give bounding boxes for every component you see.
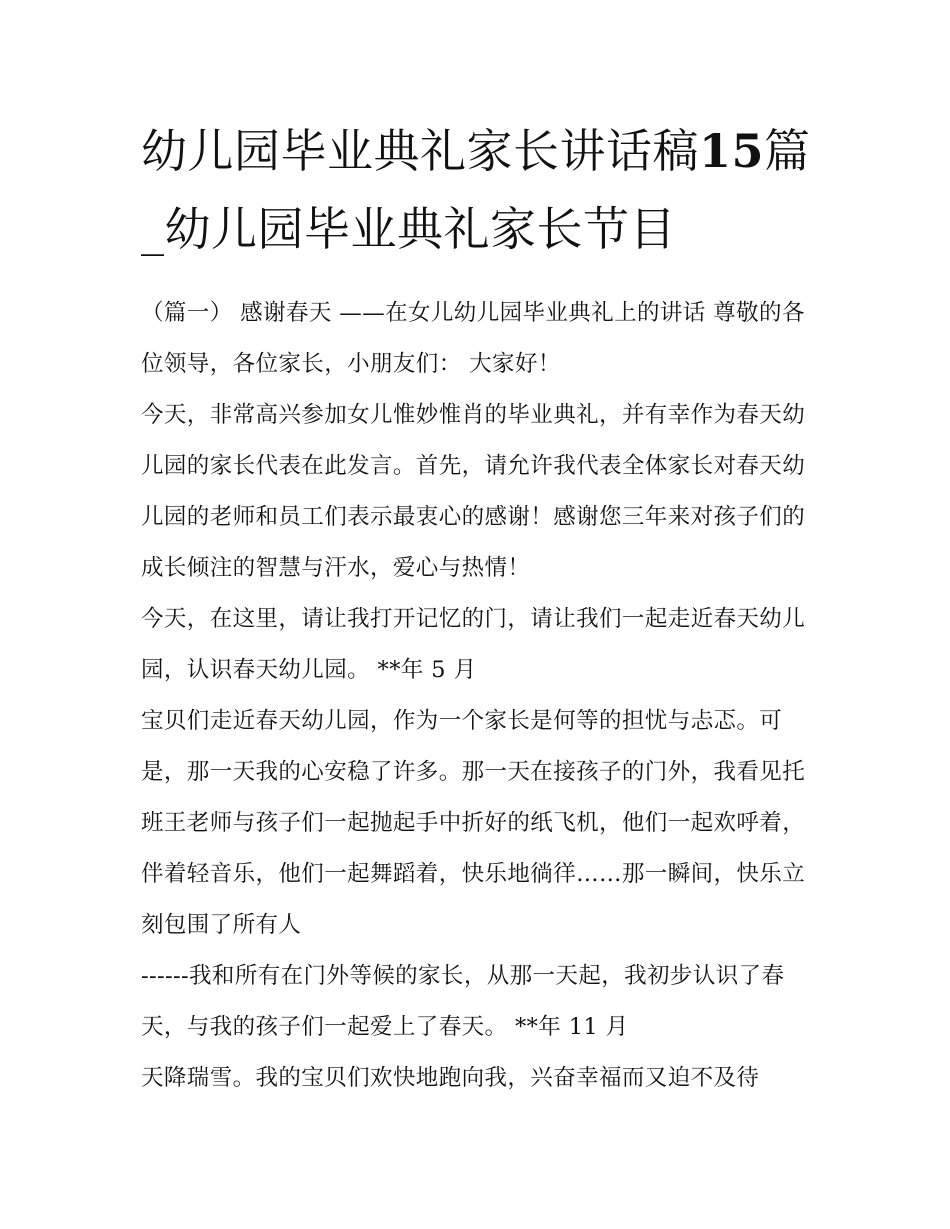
title-number: 15	[699, 124, 765, 178]
paragraph-5: ------我和所有在门外等候的家长，从那一天起，我初步认识了春天，与我的孩子们一起爱上了春天。 **年 11 月	[141, 963, 785, 1040]
paragraph-4: 宝贝们走近春天幼儿园，作为一个家长是何等的担忧与忐忑。可是，那一天我的心安稳了许多。那一天在接孩子的门外，我看见托班王老师与孩子们一起抛起手中折好的纸飞机，他们一起欢呼着，伴着轻音乐，他们一起舞蹈着，快乐地徜徉……那一瞬间，快乐立刻包围了所有人	[141, 708, 806, 938]
title-text-part2: 篇_幼儿园毕业典礼家长节目	[141, 124, 811, 256]
document-page	[141, 112, 821, 1104]
paragraph-1: （篇一） 感谢春天 ——在女儿幼儿园毕业典礼上的讲话 尊敬的各位领导，各位家长，小朋友们： 大家好！	[141, 300, 805, 377]
paragraph-2: 今天，非常高兴参加女儿惟妙惟肖的毕业典礼，并有幸作为春天幼儿园的家长代表在此发言。首先，请允许我代表全体家长对春天幼儿园的老师和员工们表示最衷心的感谢！感谢您三年来对孩子们的成长倾注的智慧与汗水，爱心与热情！	[141, 402, 806, 581]
document-title	[141, 112, 821, 268]
paragraph-6: 天降瑞雪。我的宝贝们欢快地跑向我，兴奋幸福而又迫不及待	[141, 1065, 760, 1091]
paragraph-3: 今天，在这里，请让我打开记忆的门，请让我们一起走近春天幼儿园，认识春天幼儿园。 **年 5 月	[141, 606, 806, 683]
title-text-part1: 幼儿园毕业典礼家长讲话稿	[141, 124, 699, 178]
